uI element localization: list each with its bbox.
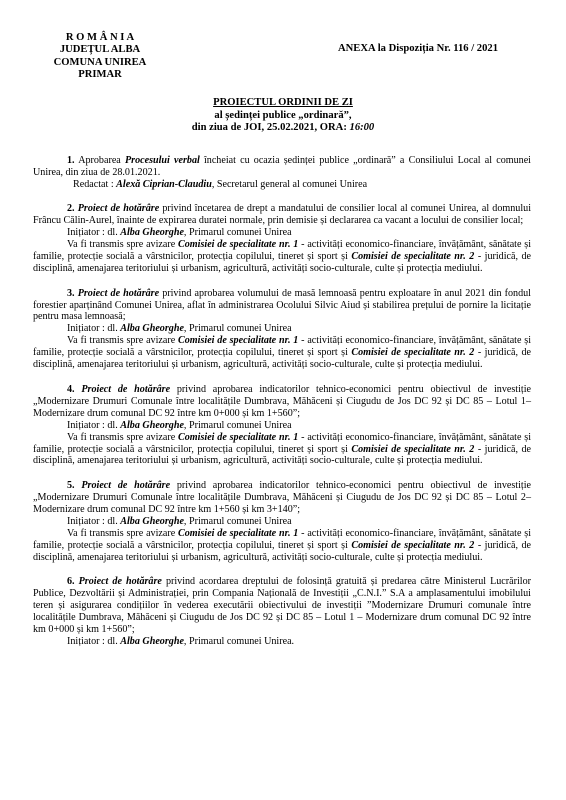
meeting-time: 16:00 [349, 122, 375, 134]
item-transmittal: Va fi transmis spre avizare Comisiei de specialitate nr. 1 - activități economico-financiare, învățământ, sănătate și familie, protecție socială a vârstnicilor, protecția copilului, tineret și sport și Comisiei de specialitate nr. 2 - juridică, de disciplină, amenajarea teritoriului și urbanism, agricultură, activități socio-culturale, culte și protecția mediului. [33, 527, 532, 563]
agenda-item-5 [33, 480, 531, 564]
item-text: 1. Aprobarea Procesului verbal încheiat cu ocazia ședinței publice „ordinară” a Consiliului Local al comunei Unirea, din ziua de 28.01.2021. [33, 155, 531, 178]
item-transmittal: Va fi transmis spre avizare Comisiei de specialitate nr. 1 - activități economico-financiare, învățământ, sănătate și familie, protecție socială a vârstnicilor, protecția copilului, tineret și sport și Comisiei de specialitate nr. 2 - juridică, de disciplină, amenajarea teritoriului și urbanism, agricultură, activități socio-culturale, culte și protecția mediului. [33, 335, 532, 371]
annex-reference: ANEXA la Dispoziția Nr. 116 / 2021 [338, 43, 498, 54]
agenda-body [33, 155, 531, 660]
item-text: 3. Proiect de hotărâre privind aprobarea volumului de masă lemnoasă pentru exploatare în anul 2021 din fondul forestier aparținând Comunei Unirea, aflat în administrarea Ocolului Silvic Aiud și stabilirea prețului de pornire la licitație pentru masa lemnoasă; [33, 287, 531, 323]
item-initiator: Inițiator : dl. Alba Gheorghe, Primarul comunei Unirea. [67, 635, 295, 647]
item-text: 6. Proiect de hotărâre privind acordarea dreptului de folosință gratuită și predarea către Ministerul Lucrărilor Publice, Dezvoltării și Administrației, prin Compania Națională de Investiții „C.N.I.” S.A a amplasamentului imobilului teren și asigurarea condițiilor în vederea executării obiectivului de investiții ”Modernizare Drumuri comunale între localitățile Dumbrava, Măhăceni și Ciugudu de Jos DC 92 și DC 85 – Lotul 1 – Modernizare drum comunal DC 92 între km 0+000 și km 1+560”; [33, 576, 532, 635]
document-title [0, 97, 566, 135]
agenda-item-2 [33, 203, 531, 275]
item-initiator: Inițiator : dl. Alba Gheorghe, Primarul comunei Unirea [67, 323, 292, 335]
issuer-header [40, 32, 160, 82]
item-text: 5. Proiect de hotărâre privind aprobarea indicatorilor tehnico-economici pentru obiectivul de investiție „Modernizare Drumuri Comunale între localitățile Dumbrava, Măhăceni și Ciugudu de Jos DC 92 și DC 85 – Lotul 2– Modernizare drum comunal DC 92 între km 1+560 și km 3+140”; [33, 479, 531, 515]
agenda-item-3 [33, 288, 531, 372]
country-line: R O M Â N I A [65, 32, 135, 43]
office-line: PRIMAR [78, 69, 122, 81]
item-text: 2. Proiect de hotărâre privind încetarea de drept a mandatului de consilier local al comunei Unirea, al domnului Frâncu Călin-Aurel, înainte de expirarea duratei normale, prin demisie și declararea ca vacant a locului de consilier local; [33, 203, 531, 227]
agenda-item-1 [33, 155, 531, 191]
item-text: 4. Proiect de hotărâre privind aprobarea indicatorilor tehnico-economici pentru obiectivul de investiție „Modernizare Drumuri Comunale între localitățile Dumbrava, Măhăceni și Ciugudu de Jos DC 92 și DC 85 – Lotul 1– Modernizare drum comunal DC 92 între km 0+000 și km 1+560”; [33, 383, 531, 419]
item-initiator: Inițiator : dl. Alba Gheorghe, Primarul comunei Unirea [67, 227, 292, 239]
item-initiator: Inițiator : dl. Alba Gheorghe, Primarul comunei Unirea [67, 419, 292, 431]
commune-line: COMUNA UNIREA [53, 56, 147, 68]
item-initiator: Inițiator : dl. Alba Gheorghe, Primarul comunei Unirea [67, 515, 292, 527]
item-transmittal: Va fi transmis spre avizare Comisiei de specialitate nr. 1 - activități economico-financiare, învățământ, sănătate și familie, protecție socială a vârstnicilor, protecția copilului, tineret și sport și Comisiei de specialitate nr. 2 - juridică, de disciplină, amenajarea teritoriului și urbanism, agricultură, activități socio-culturale, culte și protecția mediului. [33, 239, 532, 275]
title-line-1: PROIECTUL ORDINII DE ZI [213, 97, 353, 108]
title-line-3: din ziua de JOI, 25.02.2021, ORA: 16:00 [191, 122, 375, 134]
item-transmittal: Va fi transmis spre avizare Comisiei de specialitate nr. 1 - activități economico-financiare, învățământ, sănătate și familie, protecție socială a vârstnicilor, protecția copilului, tineret și sport și Comisiei de specialitate nr. 2 - juridică, de disciplină, amenajarea teritoriului și urbanism, agricultură, activități socio-culturale, culte și protecția mediului. [33, 431, 532, 467]
county-line: JUDEȚUL ALBA [59, 44, 141, 56]
agenda-item-6 [33, 576, 531, 648]
item-editor: Redactat : Alexă Ciprian-Claudiu, Secretarul general al comunei Unirea [73, 178, 368, 190]
agenda-item-4 [33, 384, 531, 468]
title-line-2: al ședinței publice „ordinară”, [214, 109, 352, 121]
